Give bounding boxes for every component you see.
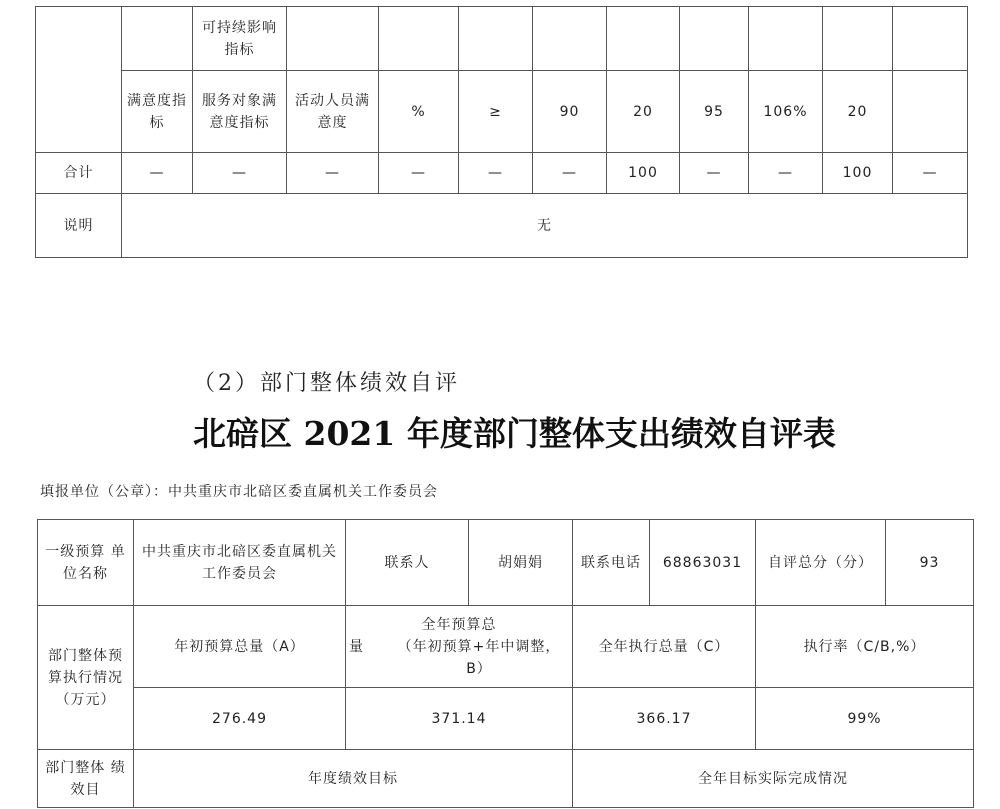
contact-value: 胡娟娟 — [469, 520, 573, 606]
total-weight: 100 — [607, 153, 680, 194]
page-title: 北碚区 2021 年度部门整体支出绩效自评表 — [193, 414, 836, 453]
dash-cell: — — [379, 153, 459, 194]
phone-value: 68863031 — [650, 520, 756, 606]
section-title: （2）部门整体绩效自评 — [193, 371, 460, 396]
budget-label: 部门整体预算执行情况 （万元） — [38, 606, 134, 750]
dash-cell: — — [533, 153, 607, 194]
cell-unit: % — [379, 71, 459, 153]
cell-empty — [122, 7, 193, 71]
budget-a-value: 276.49 — [134, 688, 346, 750]
unit-value: 中共重庆市北碚区委直属机关工作委员会 — [134, 520, 346, 606]
unit-label: 一级预算 单位名称 — [38, 520, 134, 606]
table-row — [38, 688, 974, 750]
budget-b-value: 371.14 — [346, 688, 573, 750]
cell-sustain-indicator: 可持续影响指标 — [193, 7, 287, 71]
cell-category: 满意度指标 — [122, 71, 193, 153]
rate-label: 执行率（C/B,%） — [756, 606, 974, 688]
total-label: 合计 — [36, 153, 122, 194]
table-row — [38, 520, 974, 606]
annual-goal-label: 年度绩效目标 — [134, 750, 573, 808]
budget-b-label-rest: （年初预算+年中调整，B） — [397, 638, 561, 677]
performance-indicator-table — [35, 6, 968, 258]
filler-unit-line: 填报单位（公章）：中共重庆市北碚区委直属机关工作委员会 — [40, 484, 438, 500]
cell-rate: 106% — [749, 71, 823, 153]
dash-cell: — — [749, 153, 823, 194]
department-performance-table — [37, 519, 974, 808]
cell-score: 20 — [823, 71, 893, 153]
cell-empty — [36, 7, 122, 153]
budget-b-label-prefix: 量 — [349, 639, 364, 655]
cell-actual: 95 — [680, 71, 749, 153]
dash-cell: — — [122, 153, 193, 194]
table-row — [36, 71, 968, 153]
contact-label: 联系人 — [346, 520, 469, 606]
dash-cell: — — [680, 153, 749, 194]
total-score: 100 — [823, 153, 893, 194]
table-row — [38, 606, 974, 688]
table-row-note — [36, 194, 968, 258]
cell-weight: 20 — [607, 71, 680, 153]
cell-subcategory: 服务对象满意度指标 — [193, 71, 287, 153]
table-row — [36, 7, 968, 71]
budget-b-label-top: 全年预算总 — [421, 616, 497, 633]
budget-b-label — [346, 606, 573, 688]
score-value: 93 — [886, 520, 974, 606]
rate-value: 99% — [756, 688, 974, 750]
perf-label: 部门整体 绩效目 — [38, 750, 134, 808]
cell-target: 90 — [533, 71, 607, 153]
budget-c-label: 全年执行总量（C） — [573, 606, 756, 688]
table-row — [38, 750, 974, 808]
actual-completion-label: 全年目标实际完成情况 — [573, 750, 974, 808]
dash-cell: — — [893, 153, 968, 194]
phone-label: 联系电话 — [573, 520, 650, 606]
dash-cell: — — [193, 153, 287, 194]
note-label: 说明 — [36, 194, 122, 258]
cell-indicator: 活动人员满意度 — [287, 71, 379, 153]
note-value: 无 — [122, 194, 968, 258]
table-row-total — [36, 153, 968, 194]
dash-cell: — — [459, 153, 533, 194]
score-label: 自评总分（分） — [756, 520, 886, 606]
budget-c-value: 366.17 — [573, 688, 756, 750]
dash-cell: — — [287, 153, 379, 194]
cell-operator: ≥ — [459, 71, 533, 153]
budget-a-label: 年初预算总量（A） — [134, 606, 346, 688]
